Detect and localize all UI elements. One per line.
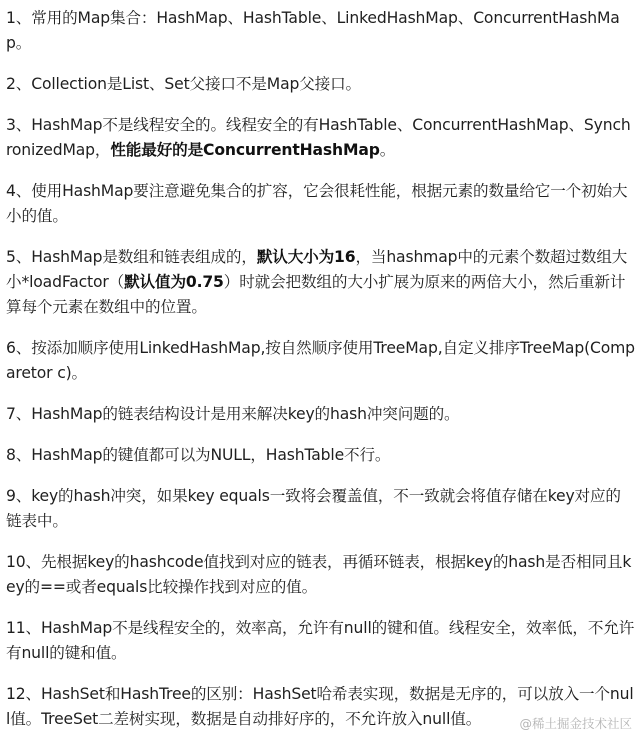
list-item-2: 2、Collection是List、Set父接口不是Map父接口。 (6, 75, 362, 93)
list-item-1: 1、常用的Map集合：HashMap、HashTable、LinkedHashMap、ConcurrentHashMap。 (6, 9, 620, 52)
bold-text: 性能最好的是ConcurrentHashMap (110, 141, 380, 159)
list-item-7: 7、HashMap的链表结构设计是用来解决key的hash冲突问题的。 (6, 405, 460, 423)
bold-text: 默认大小为16 (256, 248, 356, 266)
list-item-3: 3、HashMap不是线程安全的。线程安全的有HashTable、ConcurrentHashMap、SynchronizedMap，性能最好的是ConcurrentHashMap。 (6, 116, 631, 159)
list-item-4: 4、使用HashMap要注意避免集合的扩容，它会很耗性能，根据元素的数量给它一个初始大小的值。 (6, 182, 628, 225)
list-item-8: 8、HashMap的键值都可以为NULL，HashTable不行。 (6, 446, 391, 464)
list-item-6: 6、按添加顺序使用LinkedHashMap,按自然顺序使用TreeMap,自定义排序TreeMap(Comparetor c)。 (6, 339, 635, 382)
list-item-12: 12、HashSet和HashTree的区别：HashSet哈希表实现，数据是无序的，可以放入一个null值。TreeSet二差树实现，数据是自动排好序的，不允许放入null值。 (6, 685, 634, 728)
watermark: @稀土掘金技术社区 (519, 716, 632, 731)
list-item-5: 5、HashMap是数组和链表组成的，默认大小为16，当hashmap中的元素个数超过数组大小*loadFactor（默认值为0.75）时就会把数组的大小扩展为原来的两倍大小，然后重新计算每个元素在数组中的位置。 (6, 248, 628, 316)
document-body (6, 6, 636, 748)
list-item-9: 9、key的hash冲突，如果key equals一致将会覆盖值，不一致就会将值存储在key对应的链表中。 (6, 487, 621, 530)
list-item-10: 10、先根据key的hashcode值找到对应的链表，再循环链表，根据key的hash是否相同且key的==或者equals比较操作找到对应的值。 (6, 553, 632, 596)
bold-text: 默认值为0.75 (124, 273, 224, 291)
list-item-11: 11、HashMap不是线程安全的，效率高，允许有null的键和值。线程安全，效率低，不允许有null的键和值。 (6, 619, 635, 662)
